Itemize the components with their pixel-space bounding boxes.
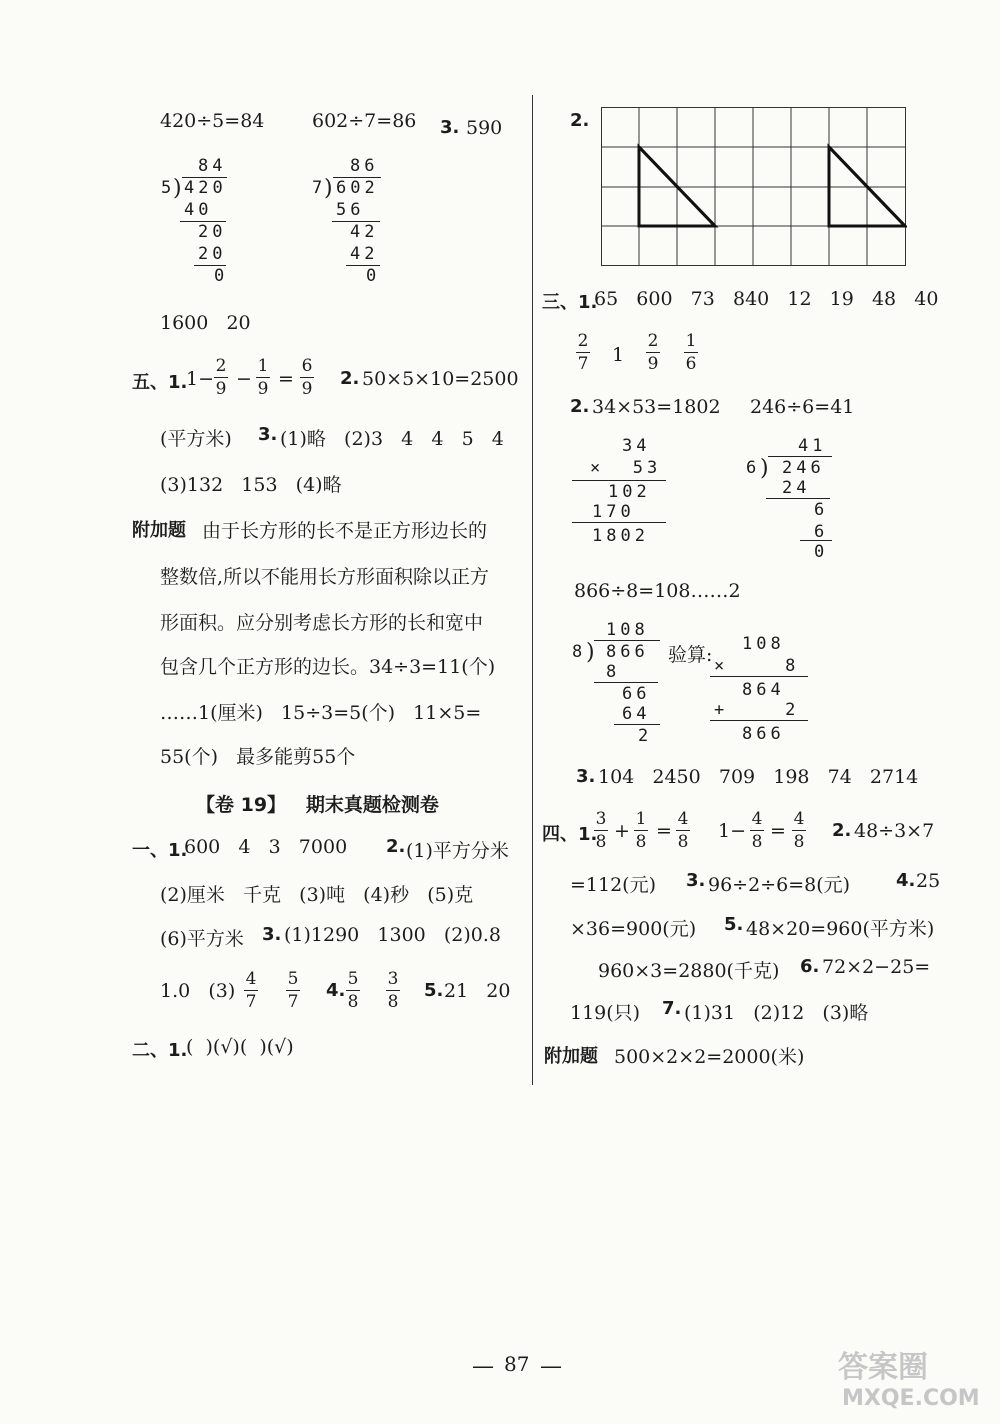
question-number: 2. — [570, 110, 590, 131]
question-number: 5. — [424, 980, 444, 1001]
fraction: 4 8 — [751, 809, 763, 852]
page-number-dash: — — [540, 1354, 562, 1379]
equation: 50×5×10=2500 — [362, 368, 519, 390]
question-number: 5. — [724, 914, 744, 935]
fraction: 3 8 — [387, 969, 399, 1012]
equation: 602÷7=86 — [312, 110, 417, 132]
grid-triangles-figure — [601, 107, 907, 267]
section-label: 三、1. — [542, 292, 598, 313]
expr: 1− — [186, 368, 215, 390]
section-label: 四、1. — [542, 824, 598, 845]
equation: 866÷8=108……2 — [574, 580, 741, 602]
fraction: 2 9 — [215, 356, 227, 399]
exam-title: 【卷 19】 期末真题检测卷 — [196, 794, 439, 816]
page-number: 87 — [504, 1352, 530, 1376]
fraction: 3 8 — [595, 809, 607, 852]
fraction: 4 8 — [793, 809, 805, 852]
section-label: 二、1. — [132, 1040, 188, 1061]
fraction: 2 7 — [577, 331, 589, 374]
fraction: 5 7 — [287, 969, 299, 1012]
question-number: 2. — [386, 836, 406, 857]
fraction: 4 7 — [245, 969, 257, 1012]
question-number: 4. — [326, 980, 346, 1001]
question-number: 2. — [832, 820, 852, 841]
question-number: 2. — [340, 368, 360, 389]
question-number: 3. — [576, 766, 596, 787]
fraction: 1 8 — [635, 809, 647, 852]
question-number: 4. — [896, 870, 916, 891]
fraction: 4 8 — [677, 809, 689, 852]
question-number: 3. — [258, 424, 278, 445]
answer-line: 1600 20 — [160, 312, 251, 334]
fraction: 1 9 — [257, 356, 269, 399]
check-label: 验算: — [668, 644, 713, 666]
fraction: 2 9 — [647, 331, 659, 374]
fujia-label: 附加题 — [544, 1046, 598, 1067]
question-number: 7. — [662, 998, 682, 1019]
equation: 420÷5=84 — [160, 110, 265, 132]
watermark-url: MXQE.COM — [842, 1386, 980, 1411]
question-number: 3. — [440, 117, 460, 138]
section-label: 一、1. — [132, 840, 188, 861]
fraction: 1 6 — [685, 331, 697, 374]
fraction: 6 9 — [301, 356, 313, 399]
column-divider — [532, 95, 533, 1085]
page-number-dash: — — [472, 1354, 494, 1379]
fujia-label: 附加题 — [132, 520, 186, 541]
answer: 590 — [466, 117, 503, 139]
question-number: 3. — [262, 924, 282, 945]
question-number: 6. — [800, 956, 820, 977]
question-number: 2. — [570, 396, 590, 417]
watermark-logo: 答案圈 — [838, 1350, 928, 1385]
section-label: 五、1. — [132, 372, 188, 393]
question-number: 3. — [686, 870, 706, 891]
fraction: 5 8 — [347, 969, 359, 1012]
